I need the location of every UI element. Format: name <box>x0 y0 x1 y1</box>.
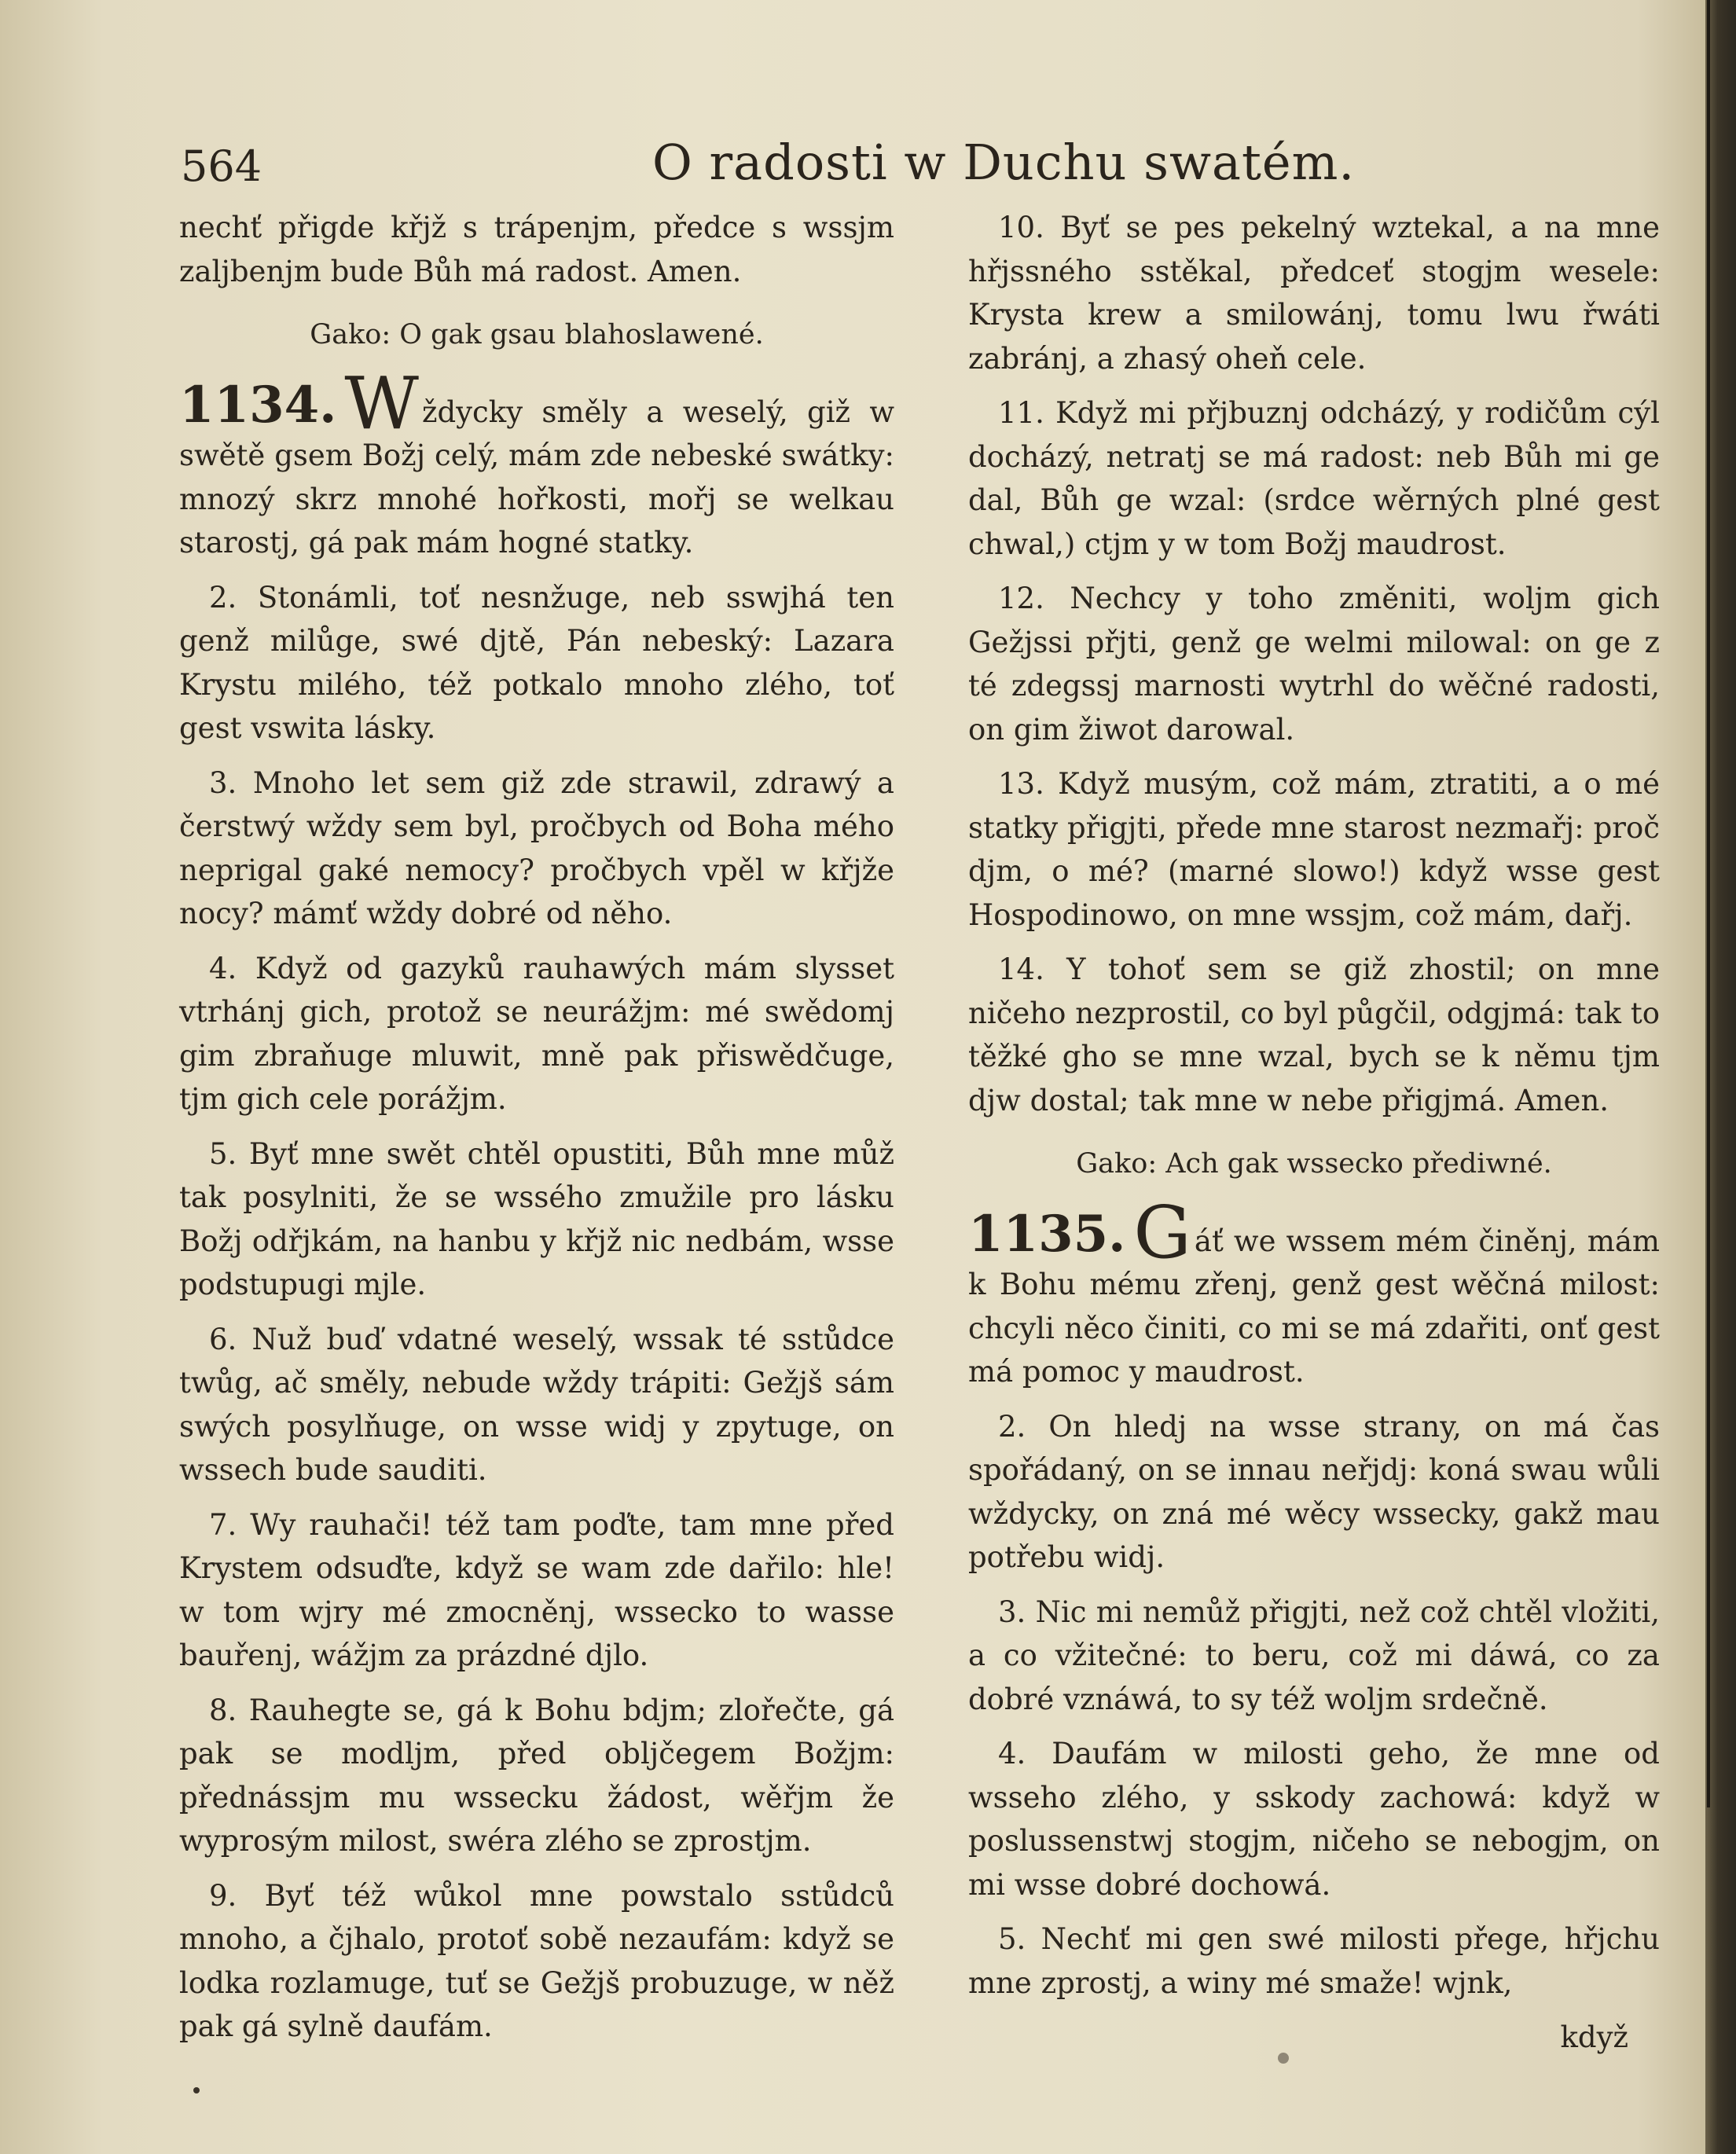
hymn-1134-verse-6: 6. Nuž buď vdatné weselý, wssak té sstůdce twůg, ač směly, nebude wždy trápiti: Gežjš sám swých posylňuge, on wsse widj y zpytuge, on wssech bude sauditi. <box>179 1322 894 1487</box>
page-header <box>181 134 1595 204</box>
hymn-1134-verse-10: 10. Byť se pes pekelný wztekal, a na mne hřjssného sstěkal, předceť stogjm wesele: Krysta krew a smilowánj, tomu lwu řwáti zabránj, a zhasý oheň cele. <box>968 211 1660 376</box>
hymn-1134-verse-14: 14. Y tohoť sem se giž zhostil; on mne ničeho nezprostil, co byl půgčil, odgjmá: tak to těžké gho se mne wzal, bych se k němu tjm djw dostal; tak mne w nebe přigjmá. Amen. <box>968 952 1660 1117</box>
verse-text: ždycky směly a weselý, giž w swětě gsem Božj celý, mám zde nebeské swátky: mnozý skrz mnohé hořkosti, mořj se welkau starostj, gá pak mám hogné statky. <box>179 394 894 560</box>
hymn-1135-verse-3: 3. Nic mi nemůž přigjti, než což chtěl vložiti, a co vžitečné: to beru, což mi dáwá, co za dobré vznáwá, to sy též woljm srdečně. <box>968 1594 1660 1716</box>
hymn-1134-verse-3: 3. Mnoho let sem giž zde strawil, zdrawý a čerstwý wždy sem byl, pročbych od Boha mého neprigal gaké nemocy? pročbych vpěl w křjže nocy? mámť wždy dobré od něho. <box>179 765 894 930</box>
paper-speck <box>1278 2053 1289 2064</box>
drop-cap-1134: W <box>344 361 419 446</box>
verse-text: áť we wssem mém činěnj, mám k Bohu mému zřenj, genž gest wěčná milost: chcyli něco činiti, co mi se má zdařiti, onť gest má pomoc y maudrost. <box>968 1224 1660 1389</box>
hymn-1135-verse-5: 5. Nechť mi gen swé milosti přege, hřjchu mne zprostj, a winy mé smaže! wjnk, <box>968 1922 1660 2000</box>
hymn-1134-verse-12: 12. Nechcy y toho změniti, woljm gich Gežjssi přjti, genž ge welmi milowal: on ge z té zdegssj marnosti wytrhl do wěčné radosti, on gim žiwot darowal. <box>968 582 1660 747</box>
hymn-1134-verse-9: 9. Byť též wůkol mne powstalo sstůdců mnoho, a čjhalo, protoť sobě nezaufám: když se lodka rozlamuge, tuť se Gežjš probuzuge, w něž pak gá sylně daufám. <box>179 1878 894 2043</box>
tune-heading-1134: Gako: O gak gsau blahoslawené. <box>310 319 764 350</box>
hymn-1134-verse-13: 13. Když musým, což mám, ztratiti, a o mé statky přigjti, přede mne starost nezmařj: proč djm, o mé? (marné slowo!) když wsse gest Hospodinowo, on mne wssjm, což mám, dařj. <box>968 767 1660 932</box>
hymn-1134-verse-5: 5. Byť mne swět chtěl opustiti, Bůh mne můž tak posylniti, že se wssého zmužile pro lásku Božj odřjkám, na hanbu y křjž nic nedbám, wsse podstupugi mjle. <box>179 1136 894 1301</box>
right-column <box>968 206 1660 2071</box>
hymn-1135-verse-4: 4. Daufám w milosti geho, že mne od wsseho zlého, y sskody zachowá: když w poslussenstwj stogjm, ničeho se nebogjm, on mi wsse dobré dochowá. <box>968 1737 1660 1902</box>
catchword: když <box>1560 2020 1628 2054</box>
hymn-1135-verse-1 <box>968 1190 1660 1394</box>
left-column <box>179 206 894 2060</box>
continuation-text: nechť přigde křjž s trápenjm, předce s wssjm zaljbenjm bude Bůh má radost. Amen. <box>179 211 894 288</box>
hymn-1134-verse-4: 4. Když od gazyků rauhawých mám slysset vtrhánj gich, protož se neurážjm: mé swědomj gim zbraňuge mluwit, mně pak přiswědčuge, tjm gich cele porážjm. <box>179 951 894 1116</box>
hymn-1134-verse-2: 2. Stonámli, toť nesnžuge, neb sswjhá ten genž milůge, swé djtě, Pán nebeský: Lazara Krystu milého, též potkalo mnoho zlého, toť gest vswita lásky. <box>179 580 894 745</box>
paper-speck <box>193 2087 200 2093</box>
hymn-1134-verse-7: 7. Wy rauhači! též tam poďte, tam mne před Krystem odsuďte, když se wam zde dařilo: hle! w tom wjry mé zmocněnj, wssecko to wasse bauřenj, wážjm za prázdné djlo. <box>179 1507 894 1672</box>
hymn-1135-verse-2: 2. On hledj na wsse strany, on má čas spořádaný, on se innau neřjdj: koná swau wůli wždycky, on zná mé wěcy wssecky, gakž mau potřebu widj. <box>968 1409 1660 1574</box>
hymn-1134-verse-11: 11. Když mi přjbuznj odcházý, y rodičům cýl docházý, netratj se má radost: neb Bůh mi ge dal, Bůh ge wzal: (srdce wěrných plné gest chwal,) ctjm y w tom Božj maudrost. <box>968 396 1660 561</box>
hymn-number-1135: 1135. <box>968 1204 1126 1264</box>
spine-edge-line <box>1707 0 1710 1807</box>
hymn-1134-verse-1 <box>179 361 894 565</box>
page-number: 564 <box>181 141 262 191</box>
tune-heading-1135: Gako: Ach gak wssecko přediwné. <box>1076 1148 1552 1180</box>
hymn-number-1134: 1134. <box>179 375 337 435</box>
drop-cap-1135: G <box>1133 1190 1191 1275</box>
running-title: O radosti w Duchu swatém. <box>652 134 1356 191</box>
hymn-1134-verse-8: 8. Rauhegte se, gá k Bohu bdjm; zlořečte, gá pak se modljm, před obljčegem Božjm: přednássjm mu wssecku žádost, wěřjm že wyprosým milost, swéra zlého se zprostjm. <box>179 1693 894 1858</box>
